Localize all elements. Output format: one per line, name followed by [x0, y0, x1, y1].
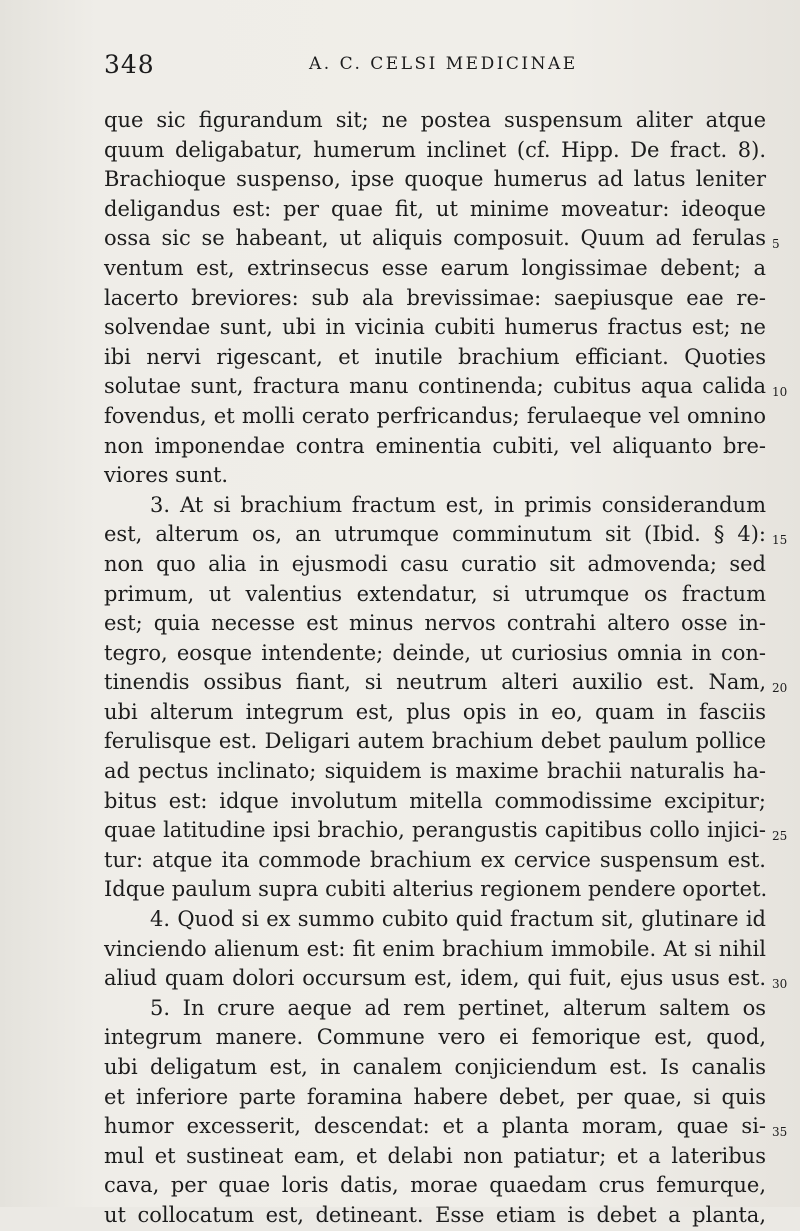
text-line-content: viores sunt. [104, 463, 229, 488]
text-line-content: Idque paulum supra cubiti alterius regionem pendere oportet. [104, 877, 768, 902]
text-line [104, 1171, 766, 1201]
text-line-content: solutae sunt, fractura manu continenda; cubitus aqua calida [104, 374, 766, 399]
text-line [104, 106, 766, 136]
text-line [104, 432, 766, 462]
text-line-content: ad pectus inclinato; siquidem is maxime brachii naturalis ha- [104, 759, 766, 784]
text-line-content: 5. In crure aeque ad rem pertinet, alterum saltem os [150, 995, 766, 1020]
text-line [104, 698, 766, 728]
text-line [104, 284, 766, 314]
line-number: 25 [772, 829, 788, 844]
running-head: A. C. CELSI MEDICINAE [309, 54, 578, 74]
text-line [104, 639, 766, 669]
text-line-content: ferulisque est. Deligari autem brachium debet paulum pollice [104, 729, 766, 754]
text-line-content: et inferiore parte foramina habere debet, per quae, si quis [104, 1084, 766, 1109]
text-line [104, 994, 766, 1024]
text-line [104, 1112, 788, 1142]
text-line-content: mul et sustineat eam, et delabi non patiatur; et a lateribus [104, 1143, 766, 1168]
text-line-content: ubi deligatum est, in canalem conjiciendum est. Is canalis [104, 1055, 766, 1079]
text-line [104, 935, 766, 965]
text-line-content: 3. At si brachium fractum est, in primis considerandum [150, 492, 766, 517]
text-line [104, 905, 766, 935]
text-line-content: 4. Quod si ex summo cubito quid fractum sit, glutinare id [150, 907, 766, 932]
line-number: 15 [772, 533, 788, 548]
text-line [104, 1023, 766, 1053]
text-line-content: ubi alterum integrum est, plus opis in eo, quam in fasciis [104, 699, 766, 724]
text-line-content: non imponendae contra eminentia cubiti, vel aliquanto bre- [104, 433, 766, 458]
line-number: 20 [772, 681, 788, 696]
text-line [104, 165, 766, 195]
text-line [104, 461, 766, 491]
text-line [104, 964, 788, 994]
text-line-content: tegro, eosque intendente; deinde, ut curiosius omnia in con- [104, 640, 766, 665]
text-line [104, 668, 788, 698]
text-line-content: humor excesserit, descendat: et a planta moram, quae si- [104, 1114, 766, 1139]
text-line [104, 816, 788, 846]
line-number: 10 [772, 385, 788, 400]
text-line [104, 846, 766, 876]
line-number: 35 [772, 1125, 788, 1140]
body-text [104, 106, 788, 1231]
text-line-content: primum, ut valentius extendatur, si utrumque os fractum [104, 581, 766, 606]
text-line [104, 136, 766, 166]
text-line-content: quum deligabatur, humerum inclinet (cf. Hipp. De fract. 8). [104, 137, 766, 162]
text-line [104, 1083, 766, 1113]
text-line [104, 520, 788, 550]
page-number: 348 [104, 50, 155, 79]
text-line [104, 1201, 766, 1231]
text-line-content: que sic figurandum sit; ne postea suspensum aliter atque [104, 108, 766, 132]
page-header [104, 50, 764, 84]
text-line-content: bitus est: idque involutum mitella commodissime excipitur; [104, 788, 766, 813]
text-line [104, 609, 766, 639]
text-line-content: ventum est, extrinsecus esse earum longissimae debent; a [104, 255, 766, 280]
text-line [104, 491, 766, 521]
text-line [104, 402, 766, 432]
text-line-content: fovendus, et molli cerato perfricandus; ferulaeque vel omnino [104, 403, 766, 428]
text-line [104, 1053, 766, 1083]
text-line-content: ossa sic se habeant, ut aliquis composuit. Quum ad ferulas [104, 226, 766, 251]
text-line-content: deligandus est: per quae fit, ut minime moveatur: ideoque [104, 196, 766, 221]
text-line-content: vinciendo alienum est: fit enim brachium immobile. At si nihil [104, 936, 766, 961]
text-line-content: non quo alia in ejusmodi casu curatio sit admovenda; sed [104, 551, 766, 576]
text-line-content: est, alterum os, an utrumque comminutum sit (Ibid. § 4): [104, 522, 766, 547]
text-line [104, 727, 766, 757]
text-line [104, 550, 766, 580]
text-line [104, 195, 766, 225]
text-line [104, 1142, 766, 1172]
text-line-content: ut collocatum est, detineant. Esse etiam is debet a planta, [104, 1202, 766, 1227]
text-line-content: quae latitudine ipsi brachio, perangustis capitibus collo injici- [104, 818, 766, 843]
text-line [104, 313, 766, 343]
text-line-content: tur: atque ita commode brachium ex cervice suspensum est. [104, 847, 766, 872]
text-line [104, 343, 766, 373]
text-line-content: ibi nervi rigescant, et inutile brachium efficiant. Quoties [104, 344, 766, 369]
text-line-content: Brachioque suspenso, ipse quoque humerus ad latus leniter [104, 167, 766, 192]
text-line-content: integrum manere. Commune vero ei femorique est, quod, [104, 1025, 766, 1050]
text-line-content: est; quia necesse est minus nervos contrahi altero osse in- [104, 611, 766, 636]
text-line-content: tinendis ossibus fiant, si neutrum alteri auxilio est. Nam, [104, 670, 766, 695]
line-number: 5 [772, 237, 780, 252]
text-line [104, 254, 766, 284]
text-line [104, 580, 766, 610]
text-line [104, 224, 780, 254]
text-line [104, 875, 766, 905]
line-number: 30 [772, 977, 788, 992]
text-line [104, 787, 766, 817]
text-line-content: aliud quam dolori occursum est, idem, qui fuit, ejus usus est. [104, 966, 766, 991]
text-line [104, 757, 766, 787]
text-line-content: cava, per quae loris datis, morae quaedam crus femurque, [104, 1173, 766, 1198]
text-line-content: lacerto breviores: sub ala brevissimae: saepiusque eae re- [104, 285, 766, 310]
text-line [104, 372, 788, 402]
text-line-content: solvendae sunt, ubi in vicinia cubiti humerus fractus est; ne [104, 315, 766, 340]
